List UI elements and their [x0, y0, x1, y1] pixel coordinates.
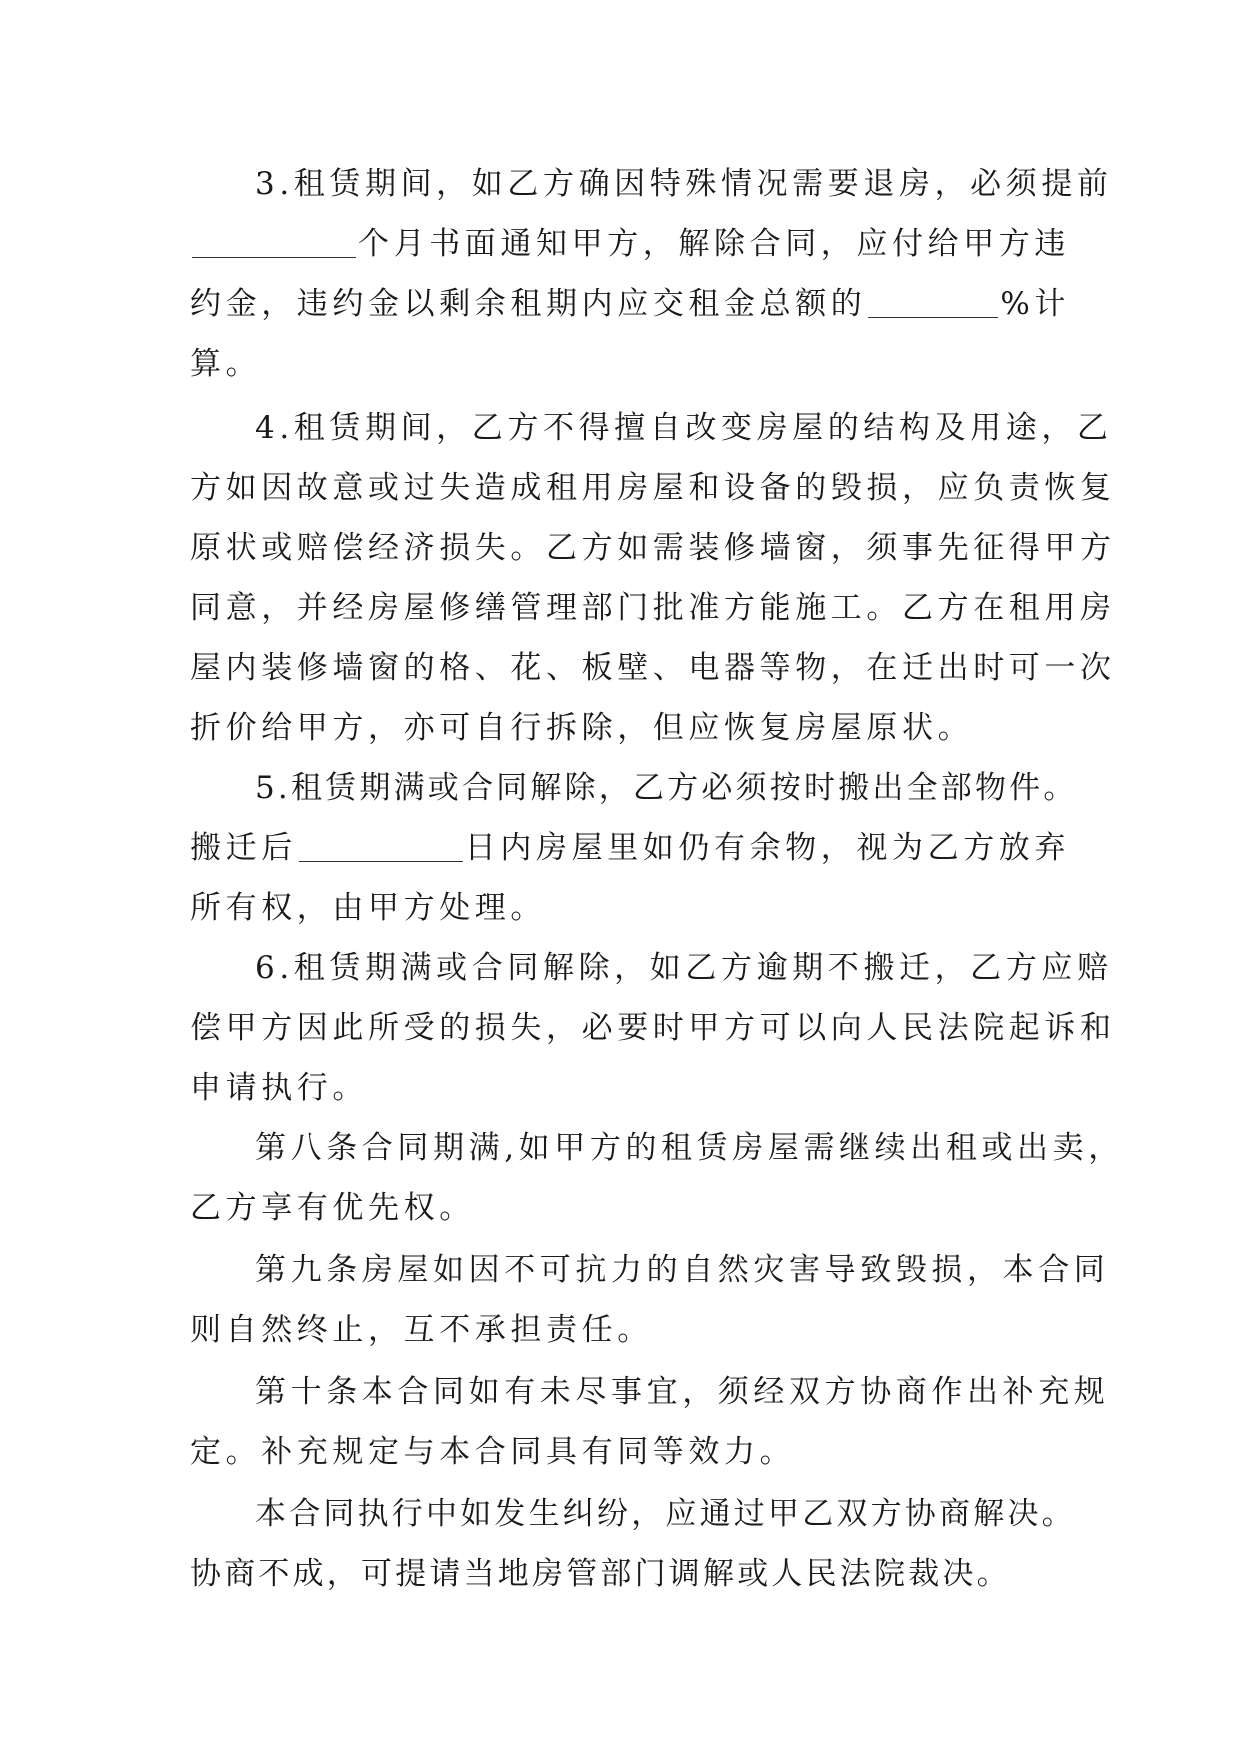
para-6-line-2: [190, 1008, 1116, 1048]
text-span: 3.租赁期间，如乙方确因特殊情况需要退房，必须提前: [255, 166, 1113, 202]
text-span: 4.租赁期间，乙方不得擅自改变房屋的结构及用途，乙: [255, 410, 1113, 446]
dispute-line-2: [190, 1554, 1070, 1594]
para-3-line-1: [255, 164, 1113, 204]
text-span: 约金，违约金以剩余租期内应交租金总额的: [190, 286, 867, 322]
para-3-line-4: [190, 344, 1070, 384]
article-10-line-2: [190, 1432, 1070, 1472]
article-9-line-2: [190, 1310, 1070, 1350]
fill-in-blank-days: [299, 859, 463, 862]
text-span: 方如因故意或过失造成租用房屋和设备的毁损，应负责恢复: [190, 470, 1116, 506]
para-3-line-2: [190, 224, 1070, 264]
text-span: 本合同执行中如发生纠纷，应通过甲乙双方协商解决。: [255, 1496, 1076, 1532]
article-8-line-1: [255, 1128, 1124, 1168]
text-span: 偿甲方因此所受的损失，必要时甲方可以向人民法院起诉和: [190, 1010, 1116, 1046]
fill-in-blank-months: [192, 255, 356, 258]
para-5-line-3: [190, 888, 1070, 928]
dispute-line-1: [255, 1494, 1076, 1534]
para-6-line-3: [190, 1068, 1070, 1108]
para-4-line-2: [190, 468, 1116, 508]
text-span: 搬迁后: [190, 830, 297, 866]
para-4-line-3: [190, 528, 1116, 568]
article-9-line-1: [255, 1250, 1110, 1290]
text-span: 折价给甲方，亦可自行拆除，但应恢复房屋原状。: [190, 710, 974, 746]
text-span: 第九条房屋如因不可抗力的自然灾害导致毁损，本合同: [255, 1252, 1110, 1288]
text-span: 定。补充规定与本合同具有同等效力。: [190, 1434, 796, 1470]
para-4-line-4: [190, 588, 1116, 628]
para-3-line-3: [190, 284, 1070, 324]
text-span: 第八条合同期满,如甲方的租赁房屋需继续出租或出卖，: [255, 1130, 1124, 1166]
text-span: 个月书面通知甲方，解除合同，应付给甲方违: [358, 226, 1070, 262]
text-span: 算。: [190, 346, 262, 382]
para-5-line-2: [190, 828, 1070, 868]
text-span: 所有权，由甲方处理。: [190, 890, 546, 926]
text-span: 乙方享有优先权。: [190, 1190, 475, 1226]
text-span: %计: [1000, 286, 1070, 322]
para-4-line-1: [255, 408, 1113, 448]
text-span: 屋内装修墙窗的格、花、板壁、电器等物，在迁出时可一次: [190, 650, 1116, 686]
text-span: 原状或赔偿经济损失。乙方如需装修墙窗，须事先征得甲方: [190, 530, 1116, 566]
para-6-line-1: [255, 948, 1113, 988]
text-span: 申请执行。: [190, 1070, 368, 1106]
text-span: 协商不成，可提请当地房管部门调解或人民法院裁决。: [190, 1556, 1011, 1592]
text-span: 同意，并经房屋修缮管理部门批准方能施工。乙方在租用房: [190, 590, 1116, 626]
text-span: 日内房屋里如仍有余物，视为乙方放弃: [464, 830, 1070, 866]
text-span: 6.租赁期满或合同解除，如乙方逾期不搬迁，乙方应赔: [255, 950, 1113, 986]
article-8-line-2: [190, 1188, 1070, 1228]
text-span: 第十条本合同如有未尽事宜，须经双方协商作出补充规: [255, 1374, 1110, 1410]
para-4-line-6: [190, 708, 1070, 748]
para-5-line-1: [255, 768, 1078, 808]
para-4-line-5: [190, 648, 1116, 688]
article-10-line-1: [255, 1372, 1110, 1412]
text-span: 则自然终止，互不承担责任。: [190, 1312, 653, 1348]
text-span: 5.租赁期满或合同解除，乙方必须按时搬出全部物件。: [255, 770, 1078, 806]
fill-in-blank-percent: [868, 315, 998, 318]
